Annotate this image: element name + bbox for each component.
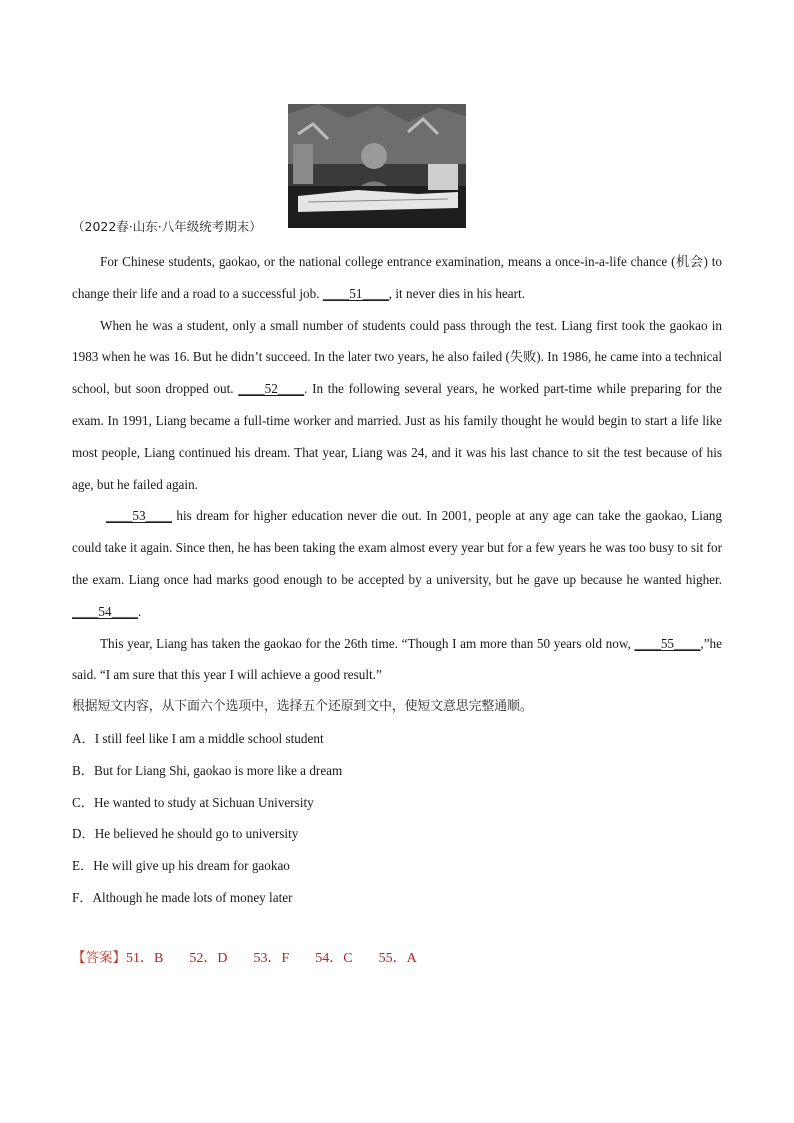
passage bbox=[72, 246, 722, 914]
answer-item: 54．C bbox=[315, 951, 353, 966]
photo-illustration bbox=[288, 104, 466, 228]
text-segment: When he was a student, only a small number of students could pass through the test. Liang first took the gaokao in 1983 when he was 16. But he didn’t succeed. In the later two years, he also failed (失败). In 1986, he came into a technical school, but soon dropped out. bbox=[72, 317, 722, 397]
paragraph-2 bbox=[72, 310, 722, 501]
article-photo bbox=[288, 104, 466, 228]
paragraph-3 bbox=[72, 500, 722, 627]
answer-item: 51．B bbox=[126, 951, 164, 966]
blank-54[interactable]: ____54____ bbox=[72, 603, 138, 619]
blank-51[interactable]: ____51____ bbox=[322, 285, 389, 301]
option-c: C．He wanted to study at Sichuan University bbox=[72, 794, 314, 810]
text-segment: , it never dies in his heart. bbox=[388, 285, 526, 301]
paragraph-1 bbox=[72, 246, 722, 310]
answer-item: 55．A bbox=[378, 951, 417, 966]
answer-label: 【答案】 bbox=[72, 950, 126, 966]
answer-item: 53．F bbox=[253, 951, 290, 966]
text-segment: This year, Liang has taken the gaokao for the 26th time. “Though I am more than 50 years old now, bbox=[100, 635, 635, 651]
question-source: （2022春·山东·八年级统考期末） bbox=[72, 219, 262, 234]
option-b: B．But for Liang Shi, gaokao is more like a dream bbox=[72, 762, 343, 778]
text-segment: . bbox=[137, 603, 142, 619]
instruction: 根据短文内容，从下面六个选项中，选择五个还原到文中，使短文意思完整通顺。 bbox=[72, 699, 533, 715]
option-d: D．He believed he should go to university bbox=[72, 826, 299, 842]
text-segment: . In the following several years, he worked part-time while preparing for the exam. In 1991, Liang became a full-time worker and married. Just as his family thought he would begin to start a life like most people, Liang continued his dream. That year, Liang was 24, and it was his last chance to sit the test because of his age, but he failed again. bbox=[72, 381, 722, 492]
option-a: A．I still feel like I am a middle school student bbox=[72, 730, 324, 746]
blank-55[interactable]: ____55____ bbox=[634, 635, 701, 651]
blank-53[interactable]: ____53____ bbox=[106, 508, 172, 524]
answer-key bbox=[72, 946, 443, 967]
text-segment: ,”he said. “I am sure that this year I will achieve a good result.” bbox=[72, 635, 722, 683]
option-f: F．Although he made lots of money later bbox=[72, 889, 293, 905]
option-e: E．He will give up his dream for gaokao bbox=[72, 858, 290, 874]
text-segment: his dream for higher education never die out. In 2001, people at any age can take the gaokao, Liang could take it again. Since then, he has been taking the exam almost every year but for a few years he was too busy to sit for the exam. Liang once had marks good enough to be accepted by a university, but he gave up because he wanted higher. bbox=[72, 508, 722, 587]
answer-item: 52．D bbox=[189, 951, 228, 966]
paragraph-4 bbox=[72, 628, 722, 692]
blank-52[interactable]: ____52____ bbox=[238, 381, 305, 397]
text-segment: For Chinese students, gaokao, or the national college entrance examination, means a once-in-a-life chance (机会) to change their life and a road to a successful job. bbox=[72, 254, 722, 301]
options-list bbox=[72, 723, 722, 914]
